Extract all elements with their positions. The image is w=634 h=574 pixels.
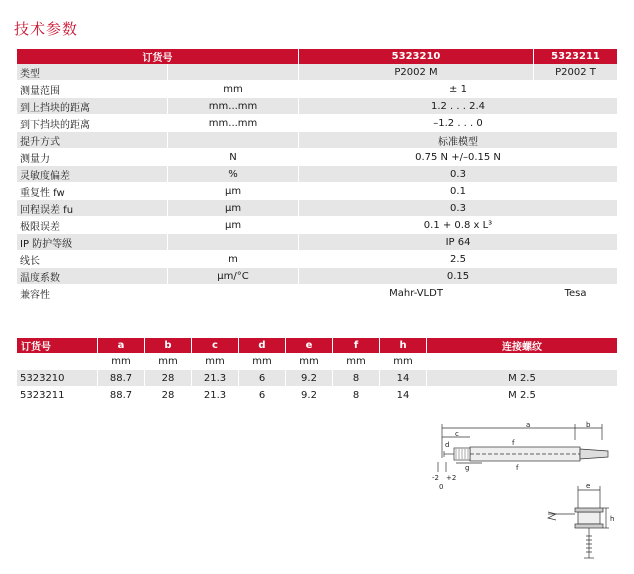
spec-unit: [168, 285, 299, 302]
spec-value-5323211: P2002 T: [534, 64, 617, 81]
spec-unit: N: [168, 149, 299, 166]
dims-cell: 88.7: [98, 370, 145, 387]
spec-unit: [168, 234, 299, 251]
spec-row: [17, 166, 617, 183]
spec-unit: µm: [168, 200, 299, 217]
spec-value: 0.75 N +/–0.15 N: [299, 149, 617, 166]
dims-cell: 8: [333, 370, 380, 387]
dims-cell: 6: [239, 370, 286, 387]
dims-order-no: 5323210: [17, 370, 98, 387]
dims-unit-cell: mm: [286, 353, 333, 370]
spec-row: [17, 115, 617, 132]
spec-row: [17, 149, 617, 166]
dims-cell: 28: [145, 370, 192, 387]
spec-label: 到下挡块的距离: [17, 115, 168, 132]
dims-unit-cell: mm: [192, 353, 239, 370]
spec-value: 2.5: [299, 251, 617, 268]
spec-value: 0.3: [299, 200, 617, 217]
dims-row: [17, 387, 617, 404]
dims-unit-cell: mm: [380, 353, 427, 370]
spec-value: 0.3: [299, 166, 617, 183]
dims-cell: 21.3: [192, 387, 239, 404]
dim-label-d: d: [445, 441, 450, 449]
dims-cell: 8: [333, 387, 380, 404]
dims-unit-cell: mm: [98, 353, 145, 370]
dims-cell: M 2.5: [427, 387, 618, 404]
spec-label: 到上挡块的距离: [17, 98, 168, 115]
dims-cell: 9.2: [286, 387, 333, 404]
spec-value: ± 1: [299, 81, 617, 98]
dims-header-thread: 连接螺纹: [427, 338, 618, 353]
dims-units-row: [17, 353, 617, 370]
spec-value: 0.1 + 0.8 x L³: [299, 217, 617, 234]
spec-unit: m: [168, 251, 299, 268]
dims-cell: M 2.5: [427, 370, 618, 387]
dims-cell: 14: [380, 370, 427, 387]
dims-cell: 6: [239, 387, 286, 404]
spec-unit: %: [168, 166, 299, 183]
dims-cell: 14: [380, 387, 427, 404]
page-title: 技术参数: [14, 20, 79, 38]
spec-row: [17, 183, 617, 200]
spec-label: 类型: [17, 64, 168, 81]
dims-cell: 21.3: [192, 370, 239, 387]
dims-header-f: f: [333, 338, 380, 353]
dims-unit-cell: mm: [145, 353, 192, 370]
spec-label: 回程误差 fu: [17, 200, 168, 217]
dims-row: [17, 370, 617, 387]
dim-label-plus2: +2: [446, 474, 457, 482]
spec-unit: mm: [168, 81, 299, 98]
spec-row: [17, 64, 617, 81]
spec-row: [17, 285, 617, 302]
spec-row: [17, 98, 617, 115]
dims-cell: 28: [145, 387, 192, 404]
spec-unit: µm: [168, 217, 299, 234]
dims-unit-cell: [17, 353, 98, 370]
spec-value: 0.1: [299, 183, 617, 200]
spec-row: [17, 234, 617, 251]
spec-table: [17, 49, 617, 302]
dims-header-h: h: [380, 338, 427, 353]
spec-unit: mm...mm: [168, 98, 299, 115]
dimensions-table: [17, 338, 617, 404]
dim-label-e: e: [586, 482, 591, 490]
spec-label: 重复性 fw: [17, 183, 168, 200]
dim-label-f1: f: [512, 439, 515, 447]
probe-dimension-drawing: [430, 418, 620, 568]
dim-label-minus2: -2: [432, 474, 439, 482]
dim-label-b: b: [586, 421, 591, 429]
spec-header-5323211: 5323211: [534, 49, 617, 64]
dims-cell: 9.2: [286, 370, 333, 387]
dim-label-g: g: [465, 464, 470, 472]
dims-unit-cell: mm: [333, 353, 380, 370]
dims-header-order-no: 订货号: [17, 338, 98, 353]
spec-unit: µm: [168, 183, 299, 200]
spec-value-5323211: Tesa: [534, 285, 617, 302]
dims-order-no: 5323211: [17, 387, 98, 404]
spec-unit: mm...mm: [168, 115, 299, 132]
dim-label-f2: f: [516, 464, 519, 472]
spec-row: [17, 251, 617, 268]
spec-value: 1.2 . . . 2.4: [299, 98, 617, 115]
spec-label: 提升方式: [17, 132, 168, 149]
dims-header-e: e: [286, 338, 333, 353]
spec-label: 线长: [17, 251, 168, 268]
spec-label: 温度系数: [17, 268, 168, 285]
spec-header-5323210: 5323210: [299, 49, 534, 64]
dims-header-a: a: [98, 338, 145, 353]
dim-label-h: h: [610, 515, 615, 523]
dims-header-d: d: [239, 338, 286, 353]
spec-value: 0.15: [299, 268, 617, 285]
spec-row: [17, 132, 617, 149]
spec-row: [17, 217, 617, 234]
dims-cell: 88.7: [98, 387, 145, 404]
dims-unit-cell: [427, 353, 618, 370]
spec-value: IP 64: [299, 234, 617, 251]
spec-label: 测量力: [17, 149, 168, 166]
spec-value: –1.2 . . . 0: [299, 115, 617, 132]
spec-unit: µm/°C: [168, 268, 299, 285]
spec-row: [17, 81, 617, 98]
dim-label-a: a: [526, 421, 531, 429]
spec-value-5323210: Mahr-VLDT: [299, 285, 534, 302]
spec-header-order-no: 订货号: [17, 49, 299, 64]
spec-unit: [168, 64, 299, 81]
dim-label-zero: 0: [439, 483, 444, 491]
spec-unit: [168, 132, 299, 149]
dims-header-b: b: [145, 338, 192, 353]
spec-label: IP 防护等级: [17, 234, 168, 251]
spec-row: [17, 268, 617, 285]
spec-header-row: [17, 49, 617, 64]
spec-label: 测量范围: [17, 81, 168, 98]
spec-label: 极限误差: [17, 217, 168, 234]
dims-header-c: c: [192, 338, 239, 353]
spec-value: 标准模型: [299, 132, 617, 149]
spec-row: [17, 200, 617, 217]
dims-header-row: [17, 338, 617, 353]
dims-unit-cell: mm: [239, 353, 286, 370]
spec-value-5323210: P2002 M: [299, 64, 534, 81]
spec-label: 兼容性: [17, 285, 168, 302]
dim-label-c: c: [455, 430, 459, 438]
spec-label: 灵敏度偏差: [17, 166, 168, 183]
